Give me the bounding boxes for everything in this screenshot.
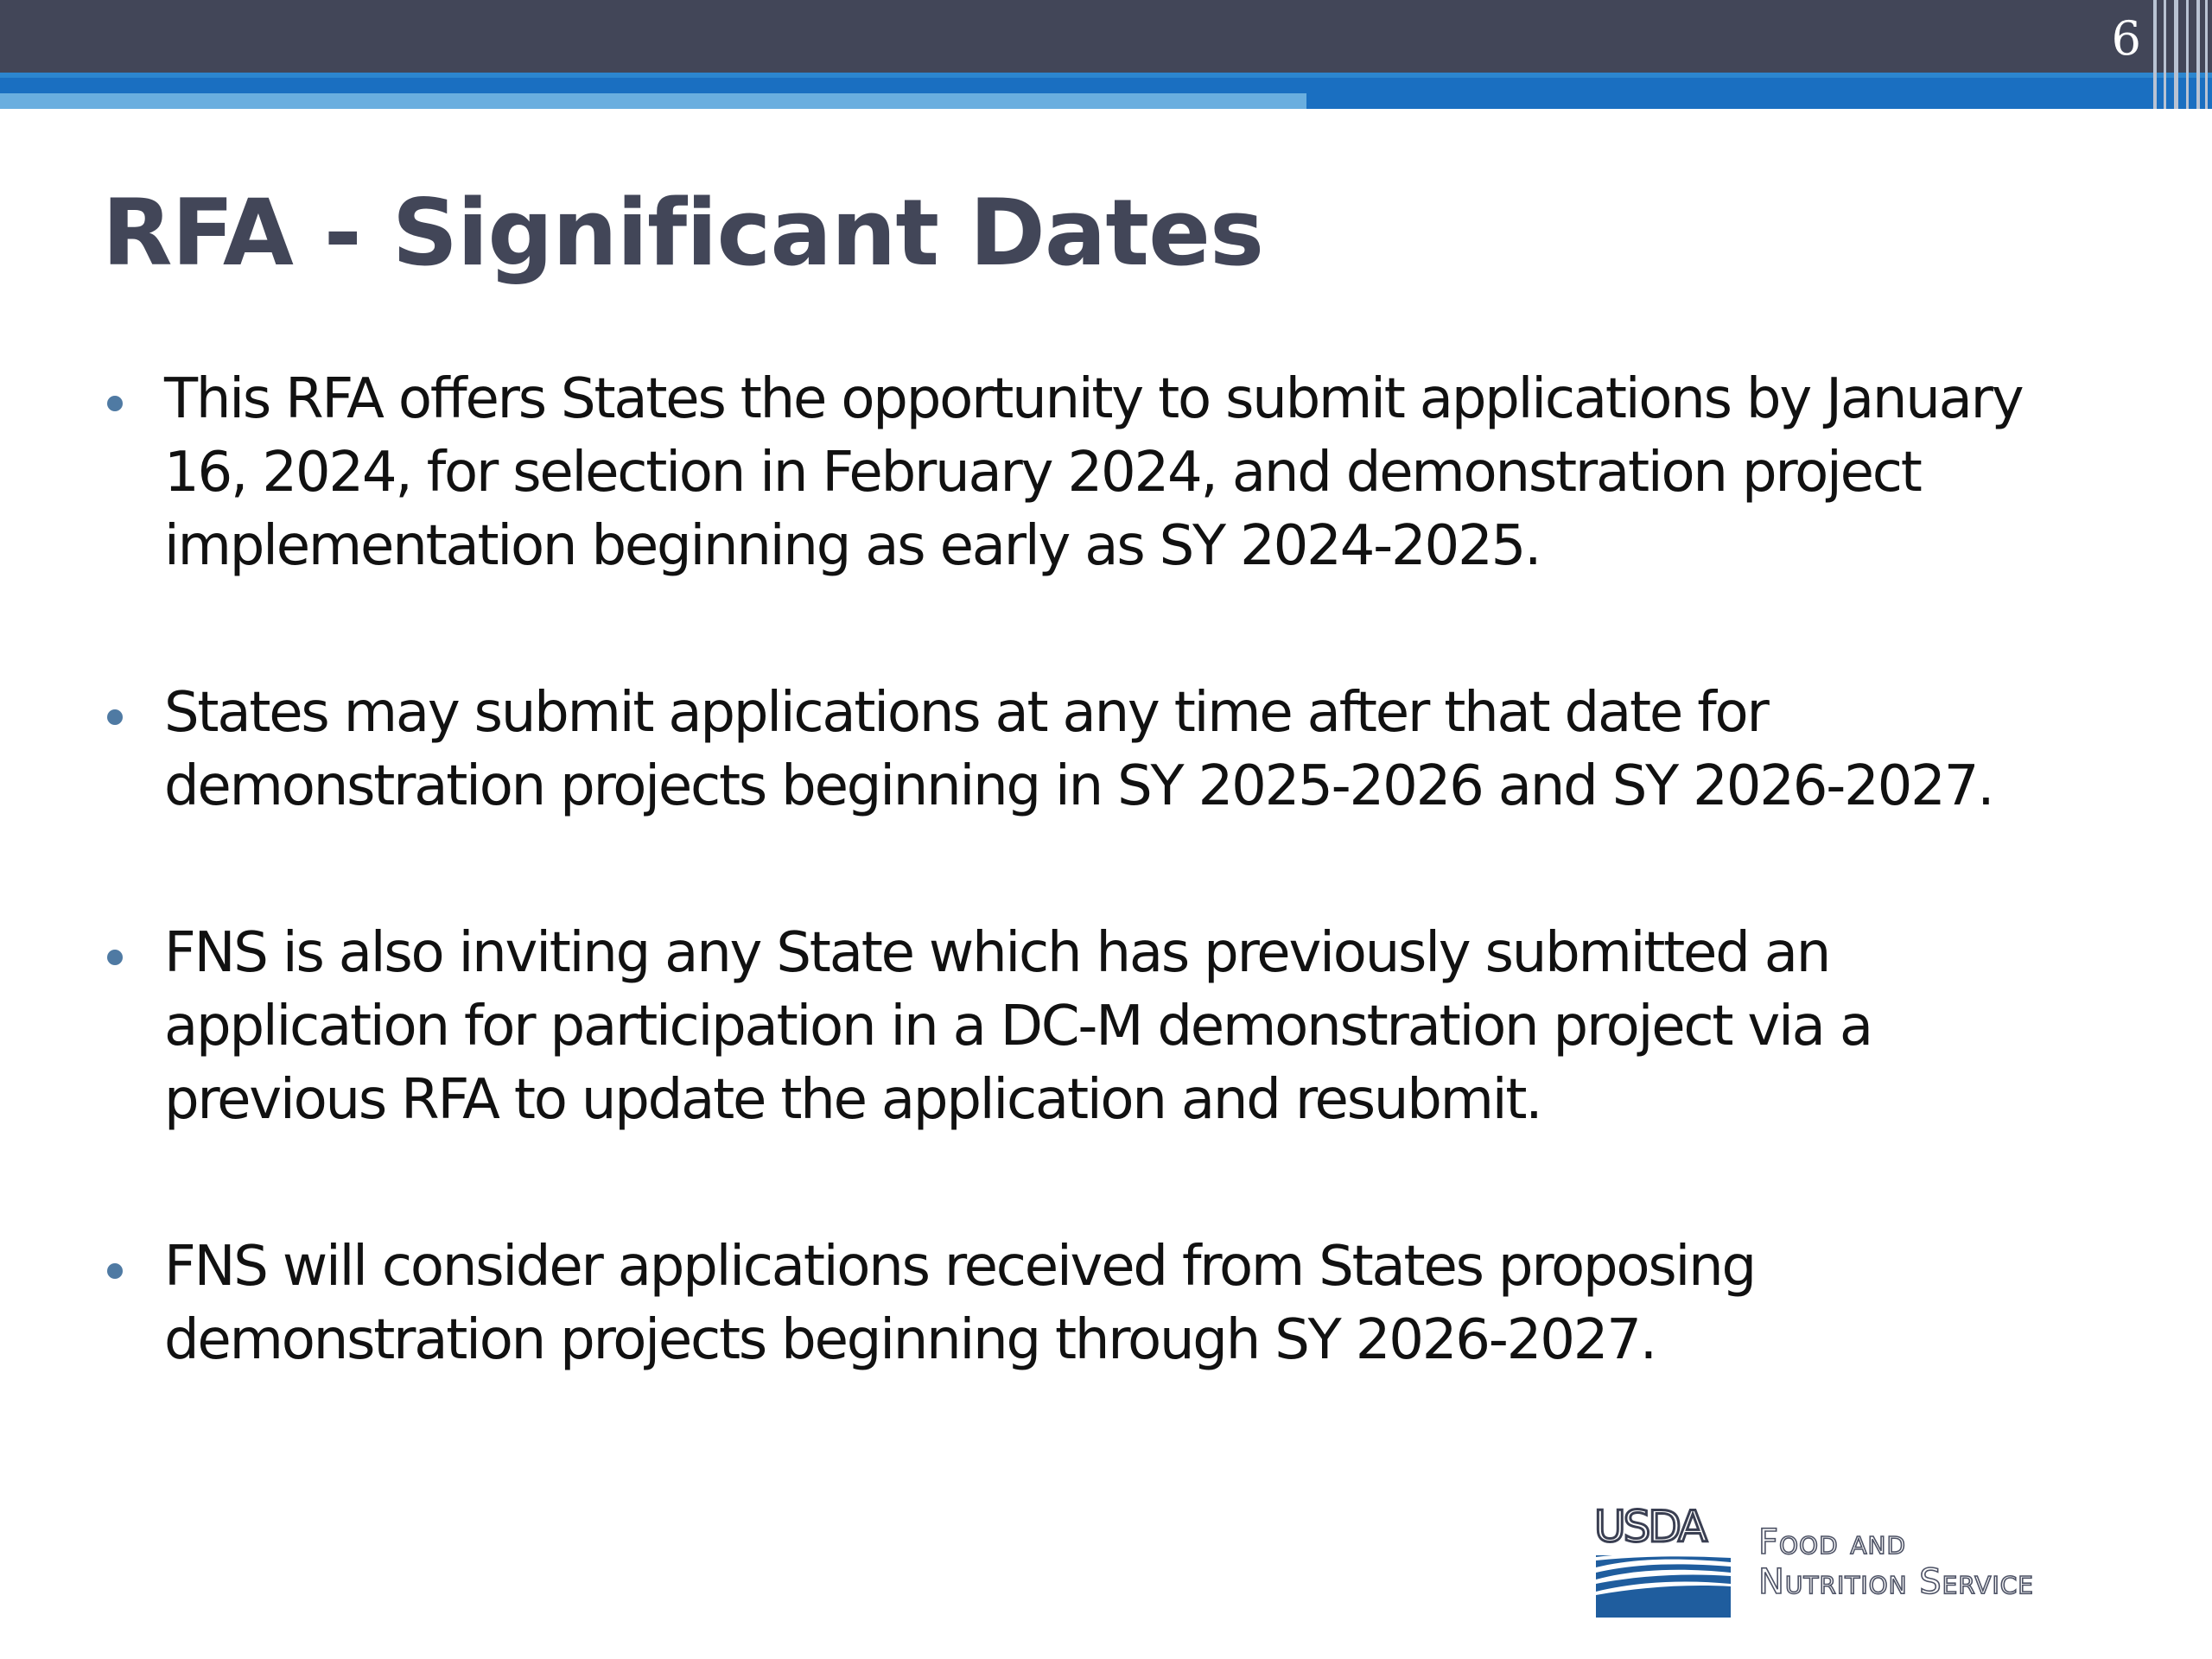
usda-wordmark: USDA	[1594, 1502, 1706, 1552]
bullet-text: FNS is also inviting any State which has previously submitted an application for participation in a DC-M demonstration project via a previous RFA to update the application and resubmit.	[164, 921, 1872, 1132]
bullet-dot	[107, 709, 123, 725]
agency-name	[1758, 1522, 2034, 1602]
bullet-text: This RFA offers States the opportunity to submit applications by January 16, 2024, for selection in February 2024, and demonstration project implementation beginning as early as SY 2024-2025.	[164, 367, 2023, 578]
bullet-dot	[107, 396, 123, 411]
bullet-text: States may submit applications at any time after that date for demonstration projects beginning in SY 2025-2026 and SY 2026-2027.	[164, 681, 1993, 818]
usda-fns-logo	[1594, 1502, 2139, 1618]
page-number: 6	[2111, 11, 2141, 66]
slide-title: RFA - Significant Dates	[102, 180, 1264, 286]
header-accent-highlight	[0, 73, 2212, 78]
bullet-list	[102, 363, 2072, 1471]
header-accent-light-bar	[0, 93, 1306, 109]
bullet-item	[102, 917, 2072, 1137]
bullet-item	[102, 1230, 2072, 1377]
bullet-item	[102, 677, 2072, 823]
header-edge-stripes	[2148, 0, 2212, 109]
header-bar	[0, 0, 2212, 73]
bullet-dot	[107, 1263, 123, 1279]
bullet-dot	[107, 950, 123, 965]
bullet-item	[102, 363, 2072, 583]
agency-name-line-2: Nutrition Service	[1758, 1562, 2034, 1602]
bullet-text: FNS will consider applications received from States proposing demonstration projects beginning through SY 2026-2027.	[164, 1235, 1755, 1372]
agency-name-line-1: Food and	[1758, 1522, 1907, 1562]
usda-field-icon	[1596, 1555, 1731, 1618]
usda-logo-mark	[1594, 1502, 1732, 1618]
